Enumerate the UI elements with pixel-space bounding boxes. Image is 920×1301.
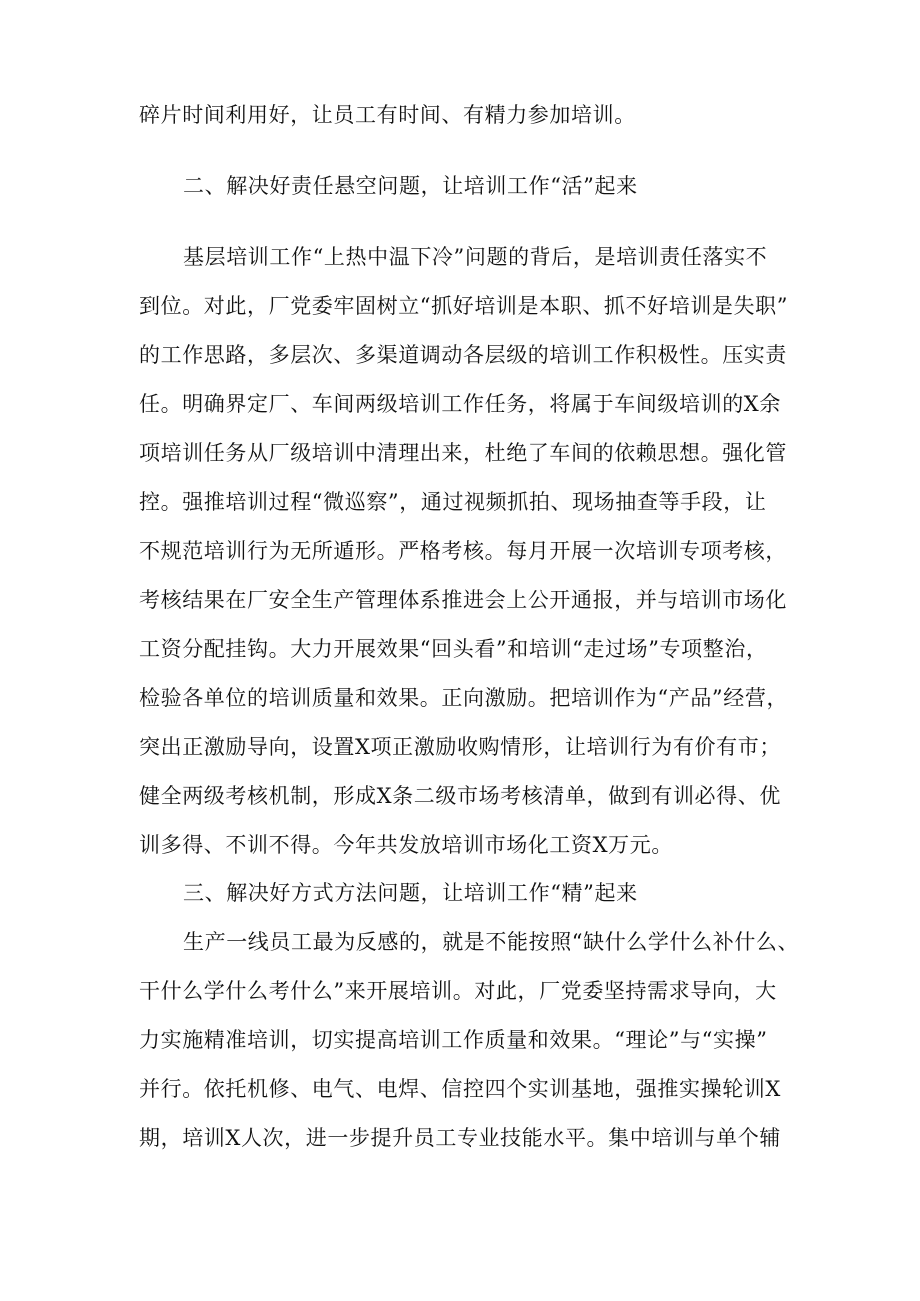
paragraph-line: 健全两级考核机制，形成X条二级市场考核清单，做到有训必得、优 — [139, 784, 781, 808]
paragraph-line: 生产一线员工最为反感的，就是不能按照“缺什么学什么补什么、 — [183, 930, 800, 954]
paragraph-line: 工资分配挂钩。大力开展效果“回头看”和培训“走过场”专项整治， — [139, 637, 768, 661]
paragraph-line: 力实施精准培训，切实提高培训工作质量和效果。“理论”与“实操” — [139, 1028, 768, 1052]
paragraph-line: 不规范培训行为无所遁形。严格考核。每月开展一次培训专项考核， — [139, 539, 787, 563]
paragraph-line: 的工作思路，多层次、多渠道调动各层级的培训工作积极性。压实责 — [139, 343, 787, 367]
section-heading-3: 三、解决好方式方法问题，让培训工作“精”起来 — [183, 881, 638, 905]
paragraph-line: 检验各单位的培训质量和效果。正向激励。把培训作为“产品”经营， — [139, 686, 789, 710]
paragraph-line: 考核结果在厂安全生产管理体系推进会上公开通报，并与培训市场化 — [139, 588, 787, 612]
paragraph-line: 任。明确界定厂、车间两级培训工作任务，将属于车间级培训的X余 — [139, 392, 781, 416]
paragraph-line: 训多得、不训不得。今年共发放培训市场化工资X万元。 — [139, 833, 673, 857]
paragraph-line: 项培训任务从厂级培训中清理出来，杜绝了车间的依赖思想。强化管 — [139, 441, 787, 465]
paragraph-line: 突出正激励导向，设置X项正激励收购情形，让培训行为有价有市； — [139, 735, 781, 759]
paragraph-line: 碎片时间利用好，让员工有时间、有精力参加培训。 — [139, 103, 636, 127]
section-heading-2: 二、解决好责任悬空问题，让培训工作“活”起来 — [183, 174, 638, 198]
paragraph-line: 干什么学什么考什么”来开展培训。对此，厂党委坚持需求导向，大 — [139, 979, 777, 1003]
paragraph-line: 控。强推培训过程“微巡察”，通过视频抓拍、现场抽查等手段，让 — [139, 490, 767, 514]
paragraph-line: 并行。依托机修、电气、电焊、信控四个实训基地，强推实操轮训X — [139, 1077, 781, 1101]
paragraph-line: 期，培训X人次，进一步提升员工专业技能水平。集中培训与单个辅 — [139, 1126, 781, 1150]
paragraph-line: 到位。对此，厂党委牢固树立“抓好培训是本职、抓不好培训是失职” — [139, 294, 789, 318]
paragraph-line: 基层培训工作“上热中温下冷”问题的背后，是培训责任落实不 — [183, 245, 768, 269]
